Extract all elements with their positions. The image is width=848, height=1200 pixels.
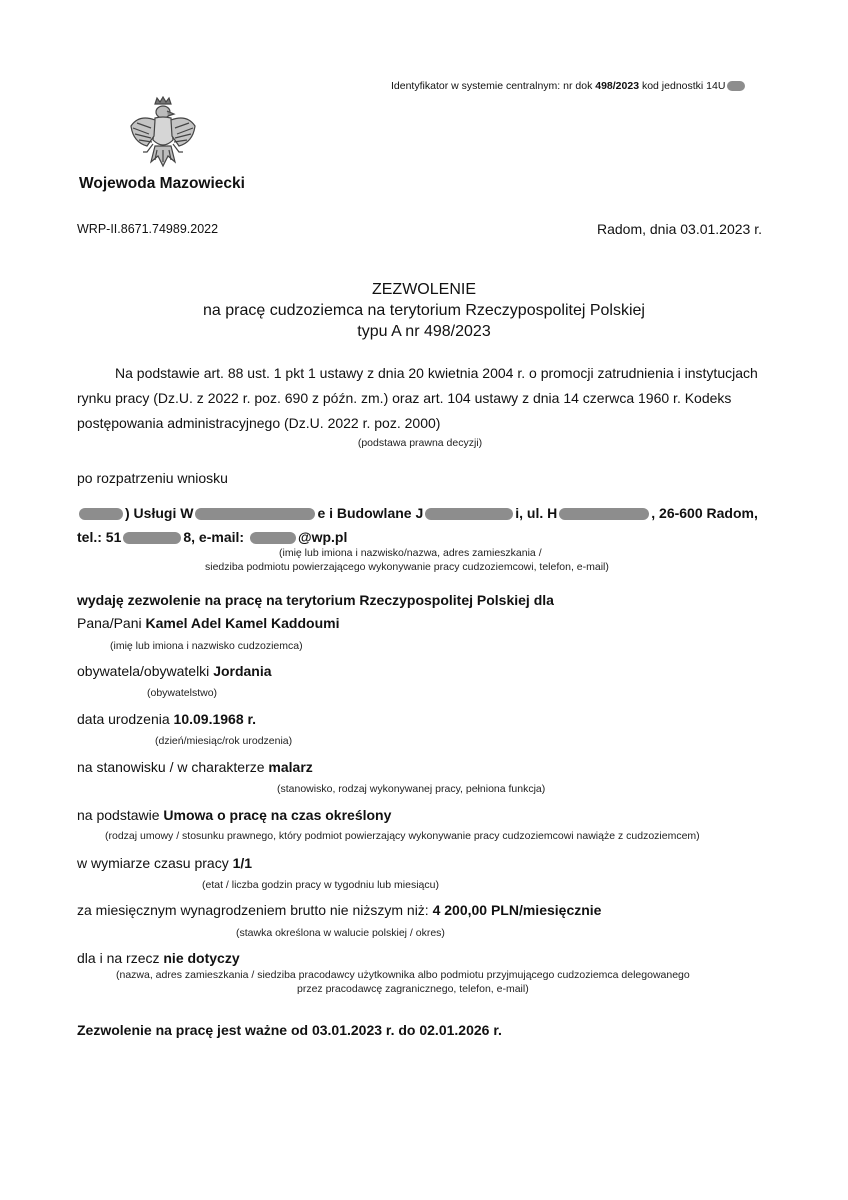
salary-row <box>77 902 601 918</box>
working-time-label: w wymiarze czasu pracy <box>77 855 233 871</box>
applicant-address: i, ul. H <box>515 505 558 521</box>
redaction <box>559 508 649 520</box>
title-line-1: ZEZWOLENIE <box>371 281 476 298</box>
position-label: na stanowisku / w charakterze <box>77 759 269 775</box>
title-line-3: typu A nr 498/2023 <box>357 323 491 340</box>
on-behalf-row <box>77 950 240 966</box>
identifier-label: Identyfikator w systemie centralnym: nr dok <box>391 80 596 92</box>
contract-label: na podstawie <box>77 807 164 823</box>
on-behalf-note-1: (nazwa, adres zamieszkania / siedziba pracodawcy użytkownika albo podmiotu przyjmującego cudzoziemca delegowanego <box>116 969 690 981</box>
doc-number: 498/2023 <box>595 80 640 92</box>
citizenship-label: obywatela/obywatelki <box>77 663 214 679</box>
contract-value: Umowa o pracę na czas określony <box>163 807 392 823</box>
applicant-note-1: (imię lub imiona i nazwisko/nazwa, adres zamieszkania / <box>279 547 542 559</box>
legal-basis-text: Na podstawie art. 88 ust. 1 pkt 1 ustawy z dnia 20 kwietnia 2004 r. o promocji zatrudnienia i instytucjach rynku pracy (Dz.U. z 2022 r. poz. 690 z późn. zm.) oraz art. 104 ustawy z dnia 14 czerwca 1960 r. Kodeks postępowania administracyjnego (Dz.U. 2022 r. poz. 2000) <box>77 365 758 431</box>
redaction <box>123 532 181 544</box>
citizenship-row <box>77 663 272 679</box>
birth-date-label: data urodzenia <box>77 711 174 727</box>
foreigner-name-label: Pana/Pani <box>77 615 146 631</box>
on-behalf-label: dla i na rzecz <box>77 950 164 966</box>
case-number: WRP-II.8671.74989.2022 <box>77 222 219 236</box>
applicant-line-1 <box>77 505 758 521</box>
position-row <box>77 759 313 775</box>
contract-note: (rodzaj umowy / stosunku prawnego, który podmiot powierzający wykonywanie pracy cudzoziemcowi nawiąże z cudzoziemcem) <box>105 830 700 842</box>
salary-note: (stawka określona w walucie polskiej / okres) <box>236 927 445 939</box>
working-time-row <box>77 855 252 871</box>
on-behalf-note-2: przez pracodawcę zagranicznego, telefon, e-mail) <box>297 983 529 995</box>
redaction <box>727 81 745 91</box>
applicant-city: , 26-600 Radom, <box>651 505 758 521</box>
authority-name: Wojewoda Mazowiecki <box>79 175 245 192</box>
place-date: Radom, dnia 03.01.2023 r. <box>596 221 762 237</box>
working-time-note: (etat / liczba godzin pracy w tygodniu lub miesiącu) <box>202 879 439 891</box>
birth-date-row <box>77 711 256 727</box>
applicant-phone: tel.: 51 <box>77 529 122 545</box>
redaction <box>250 532 296 544</box>
applicant-name: ) Usługi W <box>125 505 194 521</box>
central-identifier <box>391 80 747 92</box>
applicant-email: @wp.pl <box>297 529 348 545</box>
foreigner-name: Kamel Adel Kamel Kaddoumi <box>145 615 340 631</box>
position-note: (stanowisko, rodzaj wykonywanej pracy, pełniona funkcja) <box>277 783 546 795</box>
citizenship-value: Jordania <box>213 663 272 679</box>
redaction <box>195 508 315 520</box>
validity-statement: Zezwolenie na pracę jest ważne od 03.01.2023 r. do 02.01.2026 r. <box>77 1022 502 1038</box>
citizenship-note: (obywatelstwo) <box>147 687 218 699</box>
redaction <box>425 508 513 520</box>
salary-value: 4 200,00 PLN/miesięcznie <box>432 902 602 918</box>
birth-date-value: 10.09.1968 r. <box>173 711 257 727</box>
applicant-name-cont: e i Budowlane J <box>317 505 424 521</box>
applicant-email-label: 8, e-mail: <box>183 529 248 545</box>
applicant-line-2 <box>77 529 347 545</box>
applicant-intro: po rozpatrzeniu wniosku <box>77 470 228 486</box>
applicant-note-2: siedziba podmiotu powierzającego wykonywanie pracy cudzoziemcowi, telefon, e-mail) <box>205 561 609 573</box>
polish-eagle-icon <box>127 96 199 170</box>
title-line-2: na pracę cudzoziemca na terytorium Rzeczypospolitej Polskiej <box>203 302 645 319</box>
contract-row <box>77 807 391 823</box>
decision-text: wydaję zezwolenie na pracę na terytorium Rzeczypospolitej Polskiej dla <box>77 592 554 608</box>
redaction <box>79 508 123 520</box>
birth-date-note: (dzień/miesiąc/rok urodzenia) <box>155 735 293 747</box>
foreigner-name-note: (imię lub imiona i nazwisko cudzoziemca) <box>110 640 303 652</box>
unit-code: kod jednostki 14U <box>639 80 726 92</box>
legal-basis-note: (podstawa prawna decyzji) <box>357 437 483 449</box>
on-behalf-value: nie dotyczy <box>163 950 240 966</box>
working-time-value: 1/1 <box>232 855 253 871</box>
position-value: malarz <box>268 759 313 775</box>
foreigner-name-row <box>77 615 339 631</box>
salary-label: za miesięcznym wynagrodzeniem brutto nie niższym niż: <box>77 902 433 918</box>
